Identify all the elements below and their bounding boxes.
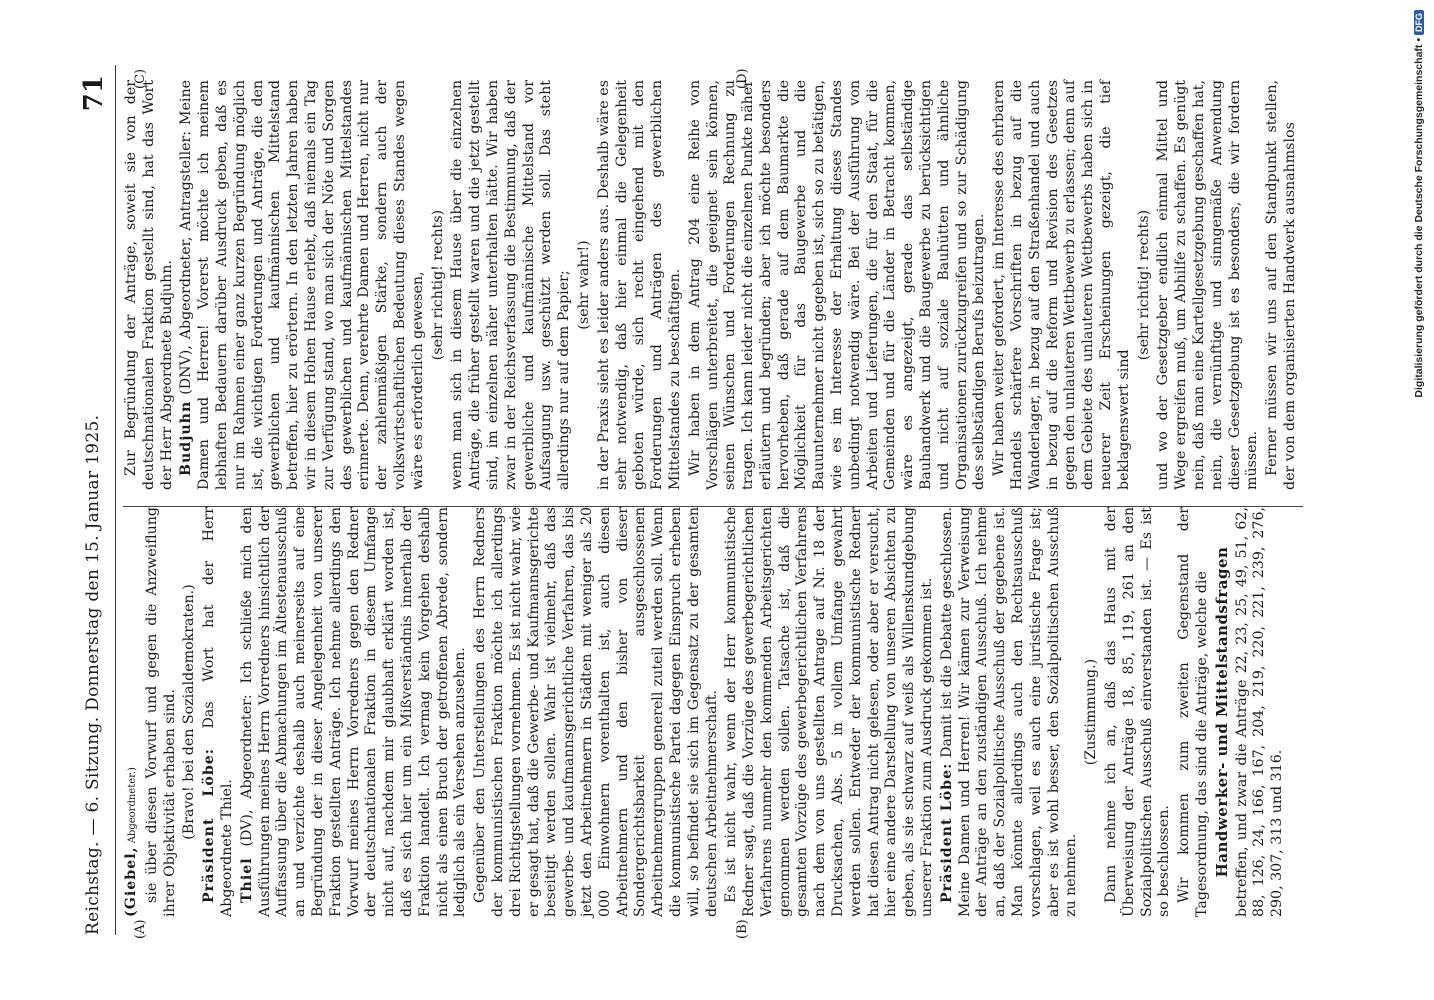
running-title: Reichstag. — 6. Sitzung. Donnerstag den 15. Januar 1925.	[83, 414, 103, 935]
speaker-name: (Giebel,	[123, 846, 139, 917]
body-paragraph: Wir haben in dem Antrag 204 eine Reihe von Vorschlägen unterbreitet, die geeignet sein können, seinen Wünschen und Forderungen Rechnung zu tragen. Ich kann leider nicht die einzelnen Punkte näher erläutern und begründen; aber ich möchte besonders hervorheben, daß gerade auf dem Baumarkte die Möglichkeit für das Baugewerbe und die Bauunternehmer nicht gegeben ist, sich so zu betätigen, wie es im Interesse der Erhaltung dieses Standes unbedingt notwendig wäre. Bei der Ausführung von Arbeiten und Lieferungen, die für den Staat, für die Gemeinden und für die Länder in Betracht kommen, wäre es angezeigt, gerade das selbständige Bauhandwerk und die Baugewerbe zu berücksichtigen und nicht auf soziale Bauhütten und ähnliche Organisationen zurückzugreifen und so zur Schädigung des selbständigen Berufs beizutragen.	[686, 80, 988, 490]
body-paragraph: und wo der Gesetzgeber endlich einmal Mittel und Wege ergreifen muß, um Abhilfe zu schaffen. Es genügt nein, daß man eine Kartellgesetzgebung geschaffen hat, nein, die vernünftige und sinngemäße Anwendung dieser Gesetzgebung ist es besonders, die wir fordern müssen.	[1155, 80, 1261, 490]
speech-text: (DV), Abgeordneter: Ich schließe mich den Ausführungen meines Herrn Vorredners hinsichtlich der Auffassung über die Abmachungen im Ältestenausschuß an und verzichte deshalb auch meinerseits auf eine Begründung der in dieser Angelegenheit von unserer Fraktion gestellten Anträge. Ich nehme allerdings den Vorwurf meines Herrn Vorredners gegen den Redner der deutschnationalen Fraktion in diesem Umfange nicht auf, nachdem mir glaubhaft erklärt worden ist, daß es sich hier um ein Mißverständnis innerhalb der Fraktion handelt. Ich vermag kein Vorgehen deshalb nicht als einen Bruch der getroffenen Abrede, sondern lediglich als ein Versehen anzusehen.	[238, 507, 469, 917]
margin-marker-b: (B)	[735, 919, 750, 939]
speaker-paragraph	[123, 507, 142, 917]
page-number: 71	[79, 75, 109, 112]
speaker-name: Thiel	[238, 857, 255, 903]
digitization-text: Digitalisierung gefördert durch die Deutsche Forschungsgemeinschaft •	[1413, 38, 1425, 398]
body-paragraph: Wir haben weiter gefordert, im Interesse des ehrbaren Handels schärfere Vorschriften in bezug auf die Wanderlager, in bezug auf den Straßenhandel und auch in bezug auf die Reform und Revision des Gesetzes gegen den unlauteren Wettbewerb zu erlassen; denn auf dem Gebiete des unlauteren Wettbewerbs haben sich in neuerer Zeit Erscheinungen gezeigt, die tief beklagenswert sind	[991, 80, 1132, 490]
body-paragraph: Es ist nicht wahr, wenn der Herr kommunistische Redner sagt, daß die Vorzüge des gewerbegerichtlichen Verfahrens nunmehr den kommenden Arbeitsgerichten genommen werden sollen. Tatsache ist, daß die gesamten Vorzüge des gewerbegerichtlichen Verfahrens nach dem von uns gestellten Antrage auf Nr. 18 der Drucksachen, Abs. 5 in vollem Umfange gewahrt werden sollen. Entweder der kommunistische Redner hat diesen Antrag nicht gelesen, oder aber er versucht, hier eine andere Darstellung von unseren Absichten zu geben, als sie schwarz auf weiß als Willenskundgebung unserer Fraktion zum Ausdruck gekommen ist.	[723, 507, 936, 917]
speaker-role: Abgeordneter.)	[127, 767, 138, 847]
body-paragraph: Gegenüber den Unterstellungen des Herrn Redners der kommunistischen Fraktion möchte ich allerdings drei Richtigstellungen vornehmen. Es ist nicht wahr, wie er gesagt hat, daß die Gewerbe- und Kaufmannsgerichte beseitigt werden sollen. Wahr ist vielmehr, daß das gewerbe- und kaufmannsgerichtliche Verfahren, das bis jetzt den Arbeitnehmern in Städten mit weniger als 20 000 Einwohnern vorenthalten ist, auch diesen Arbeitnehmern und den bisher von dieser Sondergerichtsbarkeit ausgeschlossenen Arbeitnehmergruppen generell zuteil werden soll. Wenn die kommunistische Partei dagegen Einspruch erheben will, so befindet sie sich im Gegensatz zu der gesamten deutschen Arbeitnehmerschaft.	[472, 507, 720, 917]
speaker-paragraph	[939, 507, 1081, 917]
speaker-name: Präsident Löbe:	[201, 747, 218, 903]
dfg-logo: DFG	[1414, 10, 1424, 35]
section-heading: Handwerker- und Mittelstandsfragen	[1212, 546, 1231, 878]
body-paragraph: sie über diesen Vorwurf und gegen die Anzweiflung ihrer Objektivität erhaben sind.	[143, 507, 178, 917]
margin-marker-d: (D)	[735, 68, 750, 89]
digitization-sidebar	[1413, 0, 1434, 1000]
column-rule	[123, 506, 1303, 507]
page-header	[75, 65, 115, 935]
speech-text: Das Wort hat der Herr Abgeordnete Thiel.	[201, 507, 235, 917]
right-column	[123, 80, 1302, 490]
body-paragraph: betreffen, und zwar die Anträge 22, 23, 25, 49, 51, 62, 88, 126, 24, 166, 167, 204, 219, 220, 221, 239, 276, 290, 307, 313 und 316.	[1233, 507, 1286, 917]
margin-marker-a: (A)	[133, 919, 148, 939]
body-paragraph: Ferner müssen wir uns auf den Standpunkt stellen, der von dem organisierten Handwerk ausnahmslos	[1264, 80, 1298, 490]
interjection: (Bravo! bei den Sozialdemokraten.)	[181, 584, 198, 840]
body-paragraph: Zur Begründung der Anträge, soweit sie von der deutschnationalen Fraktion gestellt sind, hat das Wort der Herr Abgeordnete Budjuhn.	[123, 80, 175, 490]
speech-text: (DNV), Abgeordneter, Antragsteller: Meine Damen und Herren! Vorerst möchte ich meinem lebhaften Bedauern darüber Ausdruck geben, daß es nur im Rahmen einer ganz kurzen Begründung möglich ist, die wichtigen Forderungen und Anträge, die den gewerblichen und kaufmännischen Mittelstand betreffen, hier zu erörtern. In den letzten Jahren haben wir in diesem Hohen Hause erlebt, daß niemals ein Tag zur Verfügung stand, wo man sich der Nöte und Sorgen des gewerblichen und kaufmännischen Mittelstandes erinnerte. Denn, verehrte Damen und Herren, nicht nur der zahlenmäßigen Stärke, sondern auch der volkswirtschaftlichen Bedeutung dieses Standes wegen wäre es erforderlich gewesen,	[178, 80, 426, 490]
left-column	[123, 507, 1289, 917]
speaker-paragraph	[178, 80, 427, 490]
speech-text: Damit ist die Debatte geschlossen. Meine Damen und Herren! Wir kämen zur Verweisung der Anträge an den zuständigen Ausschuß. Ich nehme an, daß der Sozialpolitische Ausschuß der gegebene ist. Man könnte allerdings auch den Rechtsausschuß vorschlagen, weil es auch eine juristische Frage ist; aber es ist wohl besser, den Sozialpolitischen Ausschuß zu nehmen.	[938, 506, 1080, 917]
speaker-name: Budjuhn	[178, 400, 195, 476]
body-paragraph: Dann nehme ich an, daß das Haus mit der Überweisung der Anträge 18, 85, 119, 261 an den Sozialpolitischen Ausschuß einverstanden ist. — Es ist so beschlossen.	[1103, 507, 1173, 917]
speaker-name: Präsident Löbe:	[938, 762, 955, 903]
document-page	[75, 65, 1305, 939]
body-paragraph: Wir kommen zum zweiten Gegenstand der Tagesordnung, das sind die Anträge, welche die	[1176, 507, 1211, 917]
body-paragraph: in der Praxis sieht es leider anders aus. Deshalb wäre es sehr notwendig, daß hier einmal die Gelegenheit geboten würde, sich recht eingehend mit den Forderungen und Anträgen des gewerblichen Mittelstandes zu beschäftigen.	[595, 80, 683, 490]
digitization-note	[1413, 10, 1425, 990]
interjection: (sehr richtig! rechts)	[429, 209, 446, 361]
speaker-paragraph	[201, 507, 237, 917]
interjection: (sehr wahr!)	[575, 240, 592, 330]
margin-marker-c: (C)	[133, 68, 148, 89]
speaker-paragraph	[239, 507, 470, 917]
interjection: (sehr richtig! rechts)	[1135, 209, 1152, 361]
header-rule	[115, 65, 116, 935]
interjection: (Zustimmung.)	[1083, 658, 1100, 766]
body-paragraph: wenn man sich in diesem Hause über die einzelnen Anträge, die früher gestellt waren und die jetzt gestellt sind, im einzelnen näher unterhalten hätte. Wir haben zwar in der Reichsverfassung die Bestimmung, daß der gewerbliche und kaufmännische Mittelstand vor Aufsaugung usw. geschützt werden soll. Das steht allerdings nur auf dem Papier;	[449, 80, 573, 490]
